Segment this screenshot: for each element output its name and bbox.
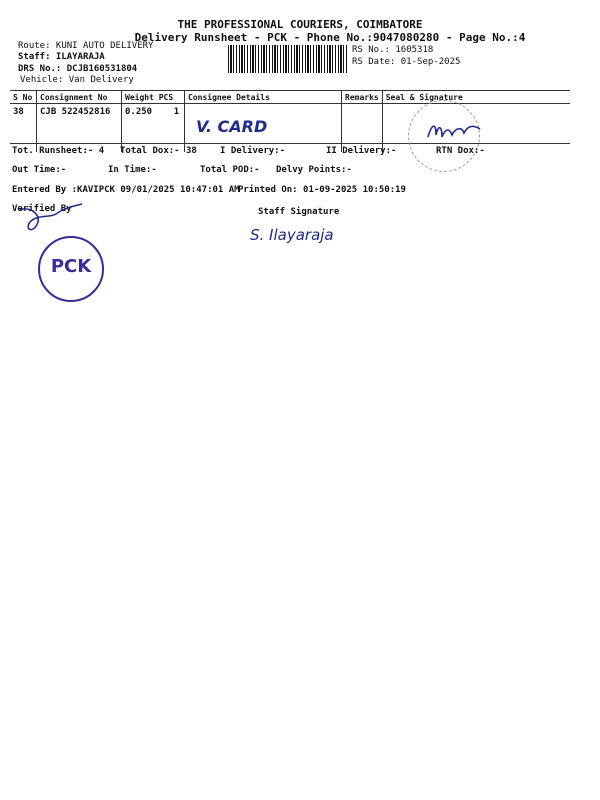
table-bottom-rule <box>10 143 570 144</box>
ii-delivery: II Delivery:- <box>326 146 397 156</box>
in-time: In Time:- <box>108 165 157 175</box>
staff-label: Staff: ILAYARAJA <box>18 52 105 62</box>
drs-number: DRS No.: DCJB160531804 <box>18 64 138 74</box>
col-consignment: Consignment No <box>37 91 122 104</box>
staff-signature-handwriting: S. Ilayaraja <box>250 226 334 244</box>
pck-stamp: PCK <box>38 236 104 302</box>
total-dox-label: Total Dox:- <box>120 146 180 156</box>
cell-weight-pcs <box>122 104 185 153</box>
receiver-signature <box>424 115 484 145</box>
cell-pcs: 1 <box>173 107 180 117</box>
staff-signature-label: Staff Signature <box>258 207 340 217</box>
vehicle-label: Vehicle: Van Delivery <box>20 75 134 85</box>
col-consignee: Consignee Details <box>185 91 342 104</box>
rtn-dox: RTN Dox:- <box>436 146 485 156</box>
verified-by-label: Verified By <box>12 204 72 214</box>
total-dox-value: 38 <box>186 146 197 156</box>
tot-runsheet: Tot. Runsheet:- 4 <box>12 146 105 156</box>
col-seal: Seal & Signature <box>382 91 570 104</box>
cell-remarks <box>342 104 383 153</box>
rs-date: RS Date: 01-Sep-2025 <box>352 57 461 67</box>
company-title: THE PROFESSIONAL COURIERS, COIMBATORE <box>177 18 423 31</box>
col-remarks: Remarks <box>342 91 383 104</box>
consignee-handwriting: V. CARD <box>196 117 268 136</box>
cell-consignee <box>185 104 342 153</box>
route-label: Route: KUNI AUTO DELIVERY <box>18 41 154 51</box>
out-time: Out Time:- <box>12 165 67 175</box>
col-sno: S No <box>10 91 37 104</box>
i-delivery: I Delivery:- <box>220 146 286 156</box>
cell-sno: 38 <box>13 107 24 117</box>
runsheet-subtitle: Delivery Runsheet - PCK - Phone No.:9047080280 - Page No.:4 <box>134 31 526 44</box>
total-pod: Total POD:- <box>200 165 260 175</box>
cell-consignment: CJB 522452816 <box>37 104 122 153</box>
rs-number: RS No.: 1605318 <box>352 45 434 55</box>
entered-by: Entered By :KAVIPCK 09/01/2025 10:47:01 AM <box>12 185 240 195</box>
col-weight-pcs: Weight PCS <box>122 91 185 104</box>
printed-on: Printed On: 01-09-2025 10:50:19 <box>238 185 406 195</box>
barcode <box>228 45 348 73</box>
verifier-signature <box>16 200 86 240</box>
table-row <box>10 104 570 153</box>
delvy-points: Delvy Points:- <box>276 165 352 175</box>
cell-weight: 0.250 <box>125 107 153 117</box>
